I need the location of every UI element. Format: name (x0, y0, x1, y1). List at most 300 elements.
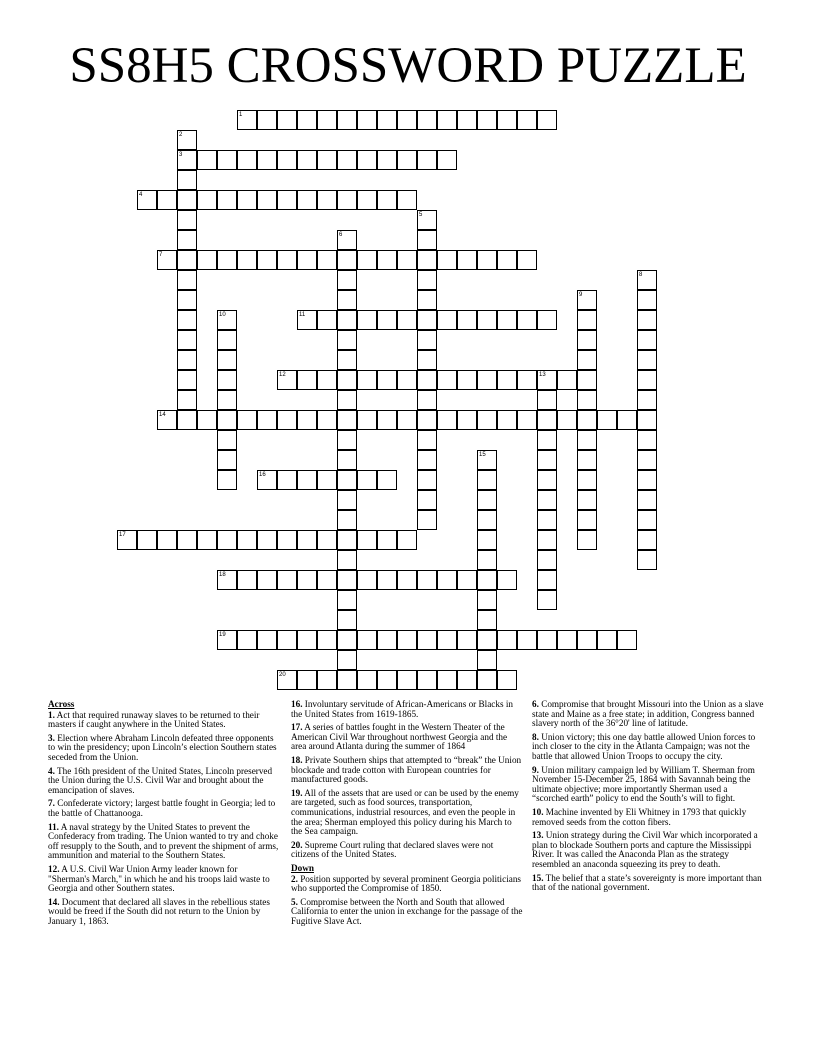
grid-cell[interactable] (577, 470, 597, 490)
grid-cell[interactable] (177, 230, 197, 250)
clue-number-label: 9 (579, 292, 583, 298)
grid-cell[interactable] (377, 630, 397, 650)
grid-cell[interactable] (577, 330, 597, 350)
grid-cell[interactable] (417, 370, 437, 390)
grid-cell[interactable] (337, 250, 357, 270)
grid-cell[interactable] (257, 630, 277, 650)
grid-cell[interactable] (357, 190, 377, 210)
grid-cell[interactable] (337, 510, 357, 530)
grid-cell[interactable] (457, 110, 477, 130)
across-clue (48, 734, 280, 763)
grid-cell[interactable] (437, 110, 457, 130)
grid-cell[interactable] (497, 110, 517, 130)
across-clue (48, 711, 280, 730)
grid-cell[interactable] (277, 250, 297, 270)
grid-cell[interactable] (537, 570, 557, 590)
grid-cell[interactable] (177, 210, 197, 230)
grid-cell[interactable] (457, 370, 477, 390)
grid-cell[interactable] (357, 110, 377, 130)
grid-cell[interactable] (617, 410, 637, 430)
grid-cell[interactable] (337, 110, 357, 130)
grid-cell[interactable] (537, 470, 557, 490)
grid-cell[interactable] (297, 670, 317, 690)
across-clue (291, 700, 523, 719)
grid-cell[interactable] (217, 150, 237, 170)
grid-cell[interactable] (537, 390, 557, 410)
grid-cell[interactable] (277, 410, 297, 430)
grid-cell[interactable] (577, 630, 597, 650)
grid-cell[interactable] (277, 470, 297, 490)
grid-cell[interactable] (257, 110, 277, 130)
grid-cell[interactable] (177, 350, 197, 370)
grid-cell[interactable] (317, 190, 337, 210)
grid-cell[interactable] (357, 670, 377, 690)
grid-cell[interactable] (537, 310, 557, 330)
grid-cell[interactable] (497, 570, 517, 590)
grid-cell[interactable] (397, 190, 417, 210)
down-clue (532, 766, 764, 804)
grid-cell[interactable] (437, 570, 457, 590)
grid-cell[interactable] (537, 630, 557, 650)
grid-cell[interactable] (417, 230, 437, 250)
grid-cell[interactable] (417, 410, 437, 430)
clue-number: 11. (48, 821, 59, 832)
grid-cell[interactable] (297, 410, 317, 430)
grid-cell[interactable] (337, 370, 357, 390)
grid-cell[interactable] (337, 350, 357, 370)
clue-number-label: 5 (419, 212, 423, 218)
grid-cell[interactable] (397, 530, 417, 550)
grid-cell[interactable] (317, 310, 337, 330)
grid-cell[interactable] (277, 150, 297, 170)
grid-cell[interactable] (177, 310, 197, 330)
grid-cell[interactable] (457, 310, 477, 330)
grid-cell[interactable] (577, 370, 597, 390)
grid-cell[interactable] (317, 370, 337, 390)
grid-cell[interactable] (457, 410, 477, 430)
grid-cell[interactable] (257, 150, 277, 170)
grid-cell[interactable] (637, 470, 657, 490)
clue-text: Compromise between the North and South that allowed California to enter the union in exchange for the passage of the Fugitive Slave Act. (291, 896, 523, 926)
grid-cell[interactable] (577, 410, 597, 430)
grid-cell[interactable] (637, 410, 657, 430)
grid-cell[interactable] (397, 370, 417, 390)
clue-number: 10. (532, 806, 544, 817)
clues-column-3 (532, 700, 764, 897)
grid-cell[interactable] (157, 530, 177, 550)
grid-cell[interactable] (417, 310, 437, 330)
grid-cell[interactable] (217, 190, 237, 210)
grid-cell[interactable] (257, 570, 277, 590)
grid-cell[interactable] (577, 490, 597, 510)
grid-cell[interactable] (577, 530, 597, 550)
grid-cell[interactable] (437, 310, 457, 330)
grid-cell[interactable] (397, 670, 417, 690)
grid-cell[interactable] (557, 410, 577, 430)
grid-cell[interactable] (357, 570, 377, 590)
grid-cell[interactable] (357, 150, 377, 170)
grid-cell[interactable] (537, 550, 557, 570)
grid-cell[interactable] (397, 110, 417, 130)
grid-cell[interactable] (317, 150, 337, 170)
grid-cell[interactable] (337, 330, 357, 350)
grid-cell[interactable] (517, 250, 537, 270)
grid-cell[interactable] (457, 670, 477, 690)
grid-cell[interactable] (337, 670, 357, 690)
grid-cell[interactable] (337, 470, 357, 490)
grid-cell[interactable] (417, 430, 437, 450)
grid-cell[interactable] (477, 410, 497, 430)
grid-cell[interactable] (477, 610, 497, 630)
grid-cell[interactable] (337, 610, 357, 630)
grid-cell[interactable] (297, 570, 317, 590)
grid-cell[interactable] (397, 250, 417, 270)
grid-cell[interactable] (257, 250, 277, 270)
grid-cell[interactable] (337, 630, 357, 650)
grid-cell[interactable] (377, 410, 397, 430)
grid-cell[interactable] (177, 410, 197, 430)
grid-cell[interactable] (577, 350, 597, 370)
grid-cell[interactable] (497, 250, 517, 270)
grid-cell[interactable] (277, 570, 297, 590)
clues-column-2 (291, 700, 523, 930)
grid-cell[interactable] (397, 310, 417, 330)
grid-cell[interactable] (217, 350, 237, 370)
grid-cell[interactable] (417, 250, 437, 270)
grid-cell[interactable] (217, 470, 237, 490)
grid-cell[interactable] (637, 490, 657, 510)
grid-cell[interactable] (297, 530, 317, 550)
clue-number-label: 2 (179, 132, 183, 138)
grid-cell[interactable] (377, 370, 397, 390)
grid-cell[interactable] (457, 630, 477, 650)
down-heading: Down (291, 862, 314, 873)
grid-cell[interactable] (317, 410, 337, 430)
grid-cell[interactable] (377, 150, 397, 170)
grid-cell[interactable] (377, 470, 397, 490)
grid-cell[interactable] (417, 470, 437, 490)
grid-cell[interactable] (317, 630, 337, 650)
grid-cell[interactable] (137, 530, 157, 550)
grid-cell[interactable] (257, 530, 277, 550)
grid-cell[interactable] (537, 590, 557, 610)
across-clue (291, 723, 523, 752)
grid-cell[interactable] (237, 150, 257, 170)
grid-cell[interactable] (437, 370, 457, 390)
grid-cell[interactable] (517, 110, 537, 130)
grid-cell[interactable] (417, 510, 437, 530)
grid-cell[interactable] (477, 530, 497, 550)
grid-cell[interactable] (437, 250, 457, 270)
grid-cell[interactable] (417, 630, 437, 650)
grid-cell[interactable] (637, 390, 657, 410)
grid-cell[interactable] (217, 530, 237, 550)
grid-cell[interactable] (377, 570, 397, 590)
grid-cell[interactable] (337, 390, 357, 410)
grid-cell[interactable] (337, 310, 357, 330)
grid-cell[interactable] (577, 390, 597, 410)
grid-cell[interactable] (297, 630, 317, 650)
grid-cell[interactable] (337, 150, 357, 170)
grid-cell[interactable] (617, 630, 637, 650)
clue-number-label: 19 (219, 632, 226, 638)
grid-cell[interactable] (177, 390, 197, 410)
grid-cell[interactable] (517, 370, 537, 390)
grid-cell[interactable] (177, 270, 197, 290)
grid-cell[interactable] (637, 330, 657, 350)
grid-cell[interactable] (597, 630, 617, 650)
grid-cell[interactable] (337, 570, 357, 590)
grid-cell[interactable] (577, 510, 597, 530)
grid-cell[interactable] (417, 110, 437, 130)
grid-cell[interactable] (417, 330, 437, 350)
grid-cell[interactable] (477, 310, 497, 330)
across-clue (48, 898, 280, 927)
grid-cell[interactable] (437, 410, 457, 430)
grid-cell[interactable] (437, 670, 457, 690)
grid-cell[interactable] (337, 270, 357, 290)
grid-cell[interactable] (317, 470, 337, 490)
grid-cell[interactable] (297, 470, 317, 490)
grid-cell[interactable] (297, 150, 317, 170)
grid-cell[interactable] (597, 410, 617, 430)
grid-cell[interactable] (237, 190, 257, 210)
grid-cell[interactable] (297, 370, 317, 390)
grid-cell[interactable] (377, 250, 397, 270)
grid-cell[interactable] (437, 630, 457, 650)
grid-cell[interactable] (217, 450, 237, 470)
grid-cell[interactable] (637, 530, 657, 550)
grid-cell[interactable] (537, 510, 557, 530)
grid-cell[interactable] (277, 190, 297, 210)
grid-cell[interactable] (457, 250, 477, 270)
grid-cell[interactable] (317, 570, 337, 590)
grid-cell[interactable] (477, 490, 497, 510)
grid-cell[interactable] (377, 110, 397, 130)
grid-cell[interactable] (417, 270, 437, 290)
grid-cell[interactable] (337, 490, 357, 510)
clue-number-label: 12 (279, 372, 286, 378)
clue-text: Union military campaign led by William T. Sherman from November 15-December 25, 1864 with Savannah being the ultimate objective; more importantly Sherman used a “scorched earth” policy to end the South’s will to fight. (532, 764, 755, 804)
clue-number: 17. (291, 722, 303, 733)
grid-cell[interactable] (337, 190, 357, 210)
clue-number-label: 20 (279, 672, 286, 678)
grid-cell[interactable] (177, 250, 197, 270)
down-clue (291, 898, 523, 927)
grid-cell[interactable] (577, 430, 597, 450)
grid-cell[interactable] (477, 550, 497, 570)
grid-cell[interactable] (477, 370, 497, 390)
grid-cell[interactable] (317, 110, 337, 130)
grid-cell[interactable] (397, 150, 417, 170)
grid-cell[interactable] (417, 350, 437, 370)
clue-number-label: 14 (159, 412, 166, 418)
clue-number: 13. (532, 830, 544, 841)
grid-cell[interactable] (317, 250, 337, 270)
grid-cell[interactable] (397, 570, 417, 590)
grid-cell[interactable] (337, 430, 357, 450)
grid-cell[interactable] (357, 250, 377, 270)
clue-text: The belief that a state’s sovereignty is more important than that of the national government. (532, 872, 762, 893)
grid-cell[interactable] (237, 570, 257, 590)
grid-cell[interactable] (417, 570, 437, 590)
grid-cell[interactable] (177, 330, 197, 350)
grid-cell[interactable] (217, 410, 237, 430)
clue-text: Private Southern ships that attempted to “break” the Union blockade and trade cotton with European countries for manufactured goods. (291, 754, 522, 785)
grid-cell[interactable] (297, 190, 317, 210)
grid-cell[interactable] (257, 190, 277, 210)
grid-cell[interactable] (337, 590, 357, 610)
across-clue (291, 841, 523, 860)
grid-cell[interactable] (357, 410, 377, 430)
grid-cell[interactable] (477, 590, 497, 610)
grid-cell[interactable] (377, 190, 397, 210)
grid-cell[interactable] (537, 490, 557, 510)
clue-text: Union strategy during the Civil War which incorporated a plan to blockade Southern ports and capture the Mississippi River. It was called the Anaconda Plan as the strategy resembled an anaconda squeezing its prey to death. (532, 830, 758, 869)
grid-cell[interactable] (217, 250, 237, 270)
grid-cell[interactable] (537, 430, 557, 450)
grid-cell[interactable] (477, 570, 497, 590)
clue-number: 4. (48, 765, 55, 776)
grid-cell[interactable] (337, 550, 357, 570)
grid-cell[interactable] (637, 550, 657, 570)
clue-number: 9. (532, 764, 539, 775)
grid-cell[interactable] (357, 630, 377, 650)
grid-cell[interactable] (637, 310, 657, 330)
grid-cell[interactable] (557, 630, 577, 650)
clue-text: All of the assets that are used or can be used by the enemy are targeted, such as food sources, transportation, communications, industrial resources, and even the people in the area; Sherman employed this policy during his March to the Sea campaign. (291, 787, 519, 837)
grid-cell[interactable] (477, 470, 497, 490)
grid-cell[interactable] (377, 530, 397, 550)
grid-cell[interactable] (417, 490, 437, 510)
grid-cell[interactable] (257, 410, 277, 430)
grid-cell[interactable] (377, 310, 397, 330)
grid-cell[interactable] (277, 110, 297, 130)
grid-cell[interactable] (337, 530, 357, 550)
grid-cell[interactable] (417, 390, 437, 410)
grid-cell[interactable] (537, 110, 557, 130)
grid-cell[interactable] (377, 670, 397, 690)
grid-cell[interactable] (177, 530, 197, 550)
grid-cell[interactable] (417, 290, 437, 310)
grid-cell[interactable] (317, 530, 337, 550)
grid-cell[interactable] (197, 250, 217, 270)
grid-cell[interactable] (397, 410, 417, 430)
grid-cell[interactable] (317, 670, 337, 690)
grid-cell[interactable] (197, 410, 217, 430)
grid-cell[interactable] (637, 370, 657, 390)
grid-cell[interactable] (497, 670, 517, 690)
grid-cell[interactable] (337, 650, 357, 670)
grid-cell[interactable] (197, 190, 217, 210)
clue-number: 15. (532, 872, 544, 883)
grid-cell[interactable] (537, 530, 557, 550)
clue-number-label: 3 (179, 152, 183, 158)
across-clue (291, 756, 523, 785)
grid-cell[interactable] (237, 250, 257, 270)
grid-cell[interactable] (497, 370, 517, 390)
grid-cell[interactable] (417, 450, 437, 470)
clue-text: Supreme Court ruling that declared slaves were not citizens of the United States. (291, 839, 494, 860)
grid-cell[interactable] (197, 530, 217, 550)
grid-cell[interactable] (177, 170, 197, 190)
grid-cell[interactable] (337, 290, 357, 310)
clue-text: A series of battles fought in the Western Theater of the American Civil War throughout northwest Georgia and the area around Atlanta during the summer of 1864 (291, 722, 508, 752)
clue-number-label: 10 (219, 312, 226, 318)
grid-cell[interactable] (237, 530, 257, 550)
grid-cell[interactable] (537, 450, 557, 470)
grid-cell[interactable] (577, 310, 597, 330)
grid-cell[interactable] (537, 410, 557, 430)
grid-cell[interactable] (477, 670, 497, 690)
grid-cell[interactable] (217, 370, 237, 390)
grid-cell[interactable] (237, 410, 257, 430)
clue-number: 19. (291, 787, 303, 798)
grid-cell[interactable] (297, 250, 317, 270)
grid-cell[interactable] (517, 410, 537, 430)
grid-cell[interactable] (437, 150, 457, 170)
grid-cell[interactable] (517, 630, 537, 650)
grid-cell[interactable] (217, 430, 237, 450)
grid-cell[interactable] (477, 510, 497, 530)
grid-cell[interactable] (417, 150, 437, 170)
grid-cell[interactable] (237, 630, 257, 650)
clue-number: 3. (48, 732, 55, 743)
grid-cell[interactable] (637, 350, 657, 370)
grid-cell[interactable] (217, 390, 237, 410)
grid-cell[interactable] (397, 630, 417, 650)
clue-number: 20. (291, 839, 303, 850)
grid-cell[interactable] (497, 310, 517, 330)
grid-cell[interactable] (157, 190, 177, 210)
grid-cell[interactable] (637, 430, 657, 450)
grid-cell[interactable] (177, 190, 197, 210)
grid-cell[interactable] (497, 630, 517, 650)
grid-cell[interactable] (577, 450, 597, 470)
grid-cell[interactable] (277, 530, 297, 550)
grid-cell[interactable] (637, 290, 657, 310)
grid-cell[interactable] (637, 450, 657, 470)
grid-cell[interactable] (337, 410, 357, 430)
grid-cell[interactable] (557, 370, 577, 390)
grid-cell[interactable] (517, 310, 537, 330)
grid-cell[interactable] (357, 370, 377, 390)
grid-cell[interactable] (477, 650, 497, 670)
grid-cell[interactable] (357, 310, 377, 330)
grid-cell[interactable] (477, 110, 497, 130)
clue-number: 12. (48, 863, 60, 874)
clue-number: 14. (48, 896, 60, 907)
grid-cell[interactable] (177, 290, 197, 310)
grid-cell[interactable] (197, 150, 217, 170)
grid-cell[interactable] (497, 410, 517, 430)
clue-text: Involuntary servitude of African-Americans or Blacks in the United States from 1619-1865. (291, 699, 513, 719)
grid-cell[interactable] (357, 530, 377, 550)
grid-cell[interactable] (477, 630, 497, 650)
grid-cell[interactable] (277, 630, 297, 650)
clue-text: The 16th president of the United States, Lincoln preserved the Union during the U.S. Civil War and brought about the emancipation of slaves. (48, 765, 273, 795)
grid-cell[interactable] (337, 450, 357, 470)
grid-cell[interactable] (357, 470, 377, 490)
grid-cell[interactable] (177, 370, 197, 390)
grid-cell[interactable] (637, 510, 657, 530)
grid-cell[interactable] (217, 330, 237, 350)
down-clue (532, 874, 764, 893)
grid-cell[interactable] (457, 570, 477, 590)
grid-cell[interactable] (417, 670, 437, 690)
grid-cell[interactable] (477, 250, 497, 270)
grid-cell[interactable] (297, 110, 317, 130)
